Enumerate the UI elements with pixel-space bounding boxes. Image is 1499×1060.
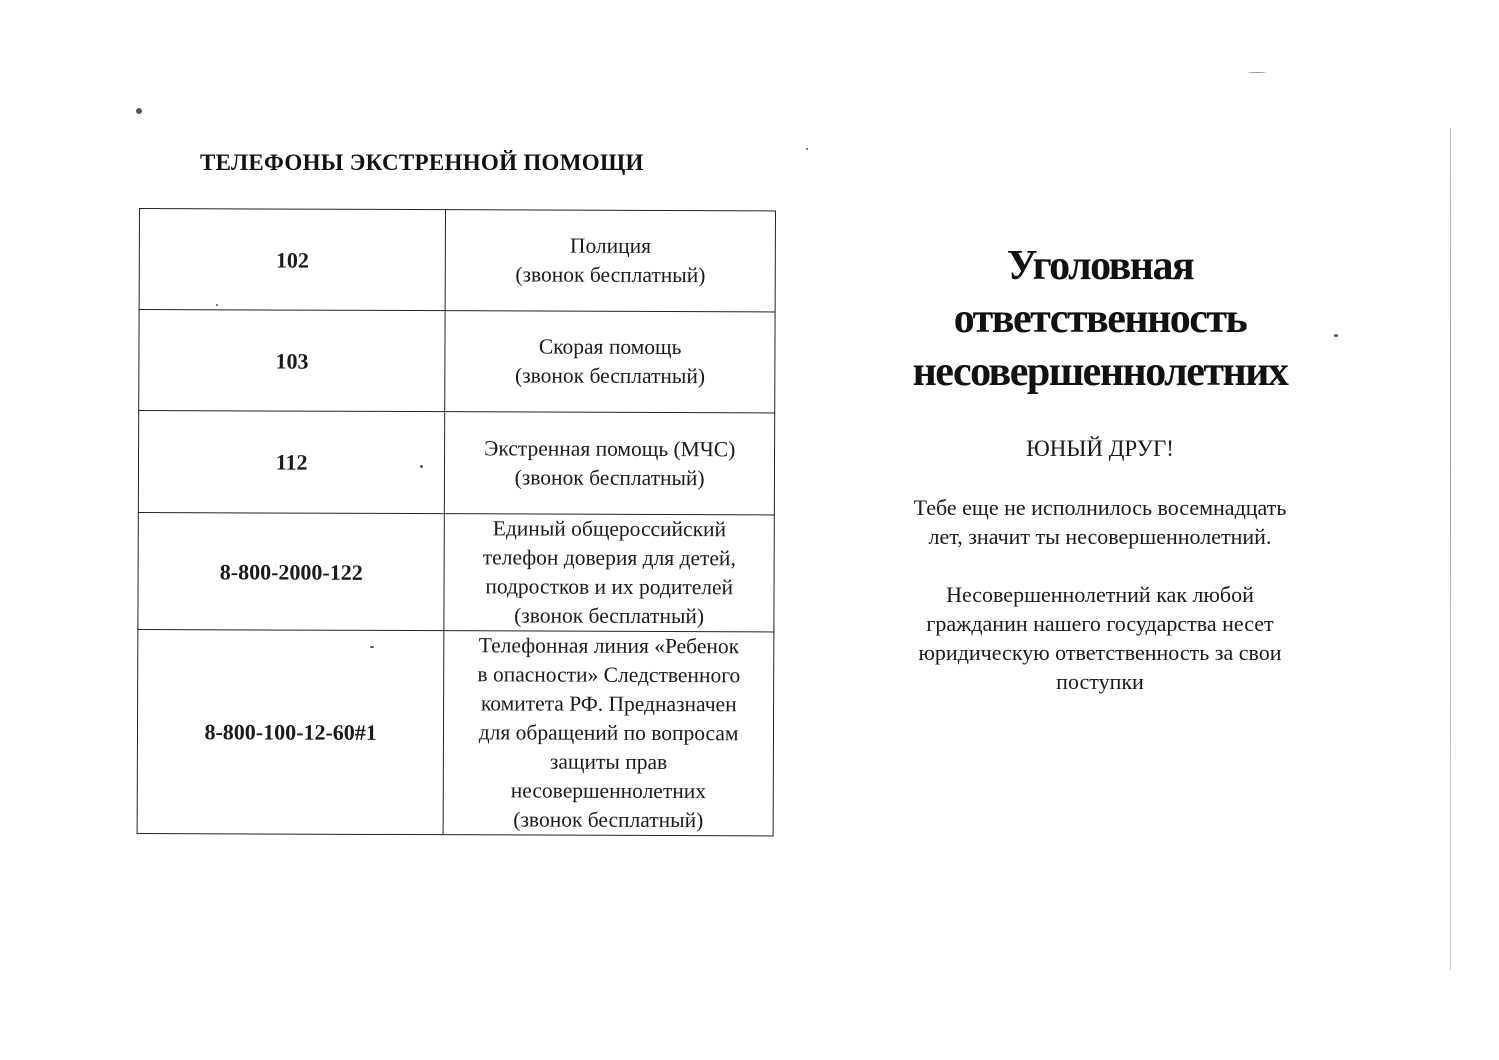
emergency-phones-table — [137, 208, 776, 836]
description-line: (звонок бесплатный) — [513, 807, 704, 833]
phone-number: 103 — [139, 310, 446, 412]
description-line: (звонок бесплатный) — [515, 262, 706, 288]
scan-speck — [806, 148, 808, 150]
scan-speck — [1334, 334, 1338, 337]
paragraph-line: Несовершеннолетний как любой — [946, 582, 1254, 607]
heading-line: Уголовная — [1006, 243, 1194, 289]
paragraph-line: поступки — [1056, 669, 1144, 694]
emergency-phones-title: ТЕЛЕФОНЫ ЭКСТРЕННОЙ ПОМОЩИ — [200, 150, 644, 175]
responsibility-paragraph — [870, 580, 1330, 696]
page-fold-line — [1450, 128, 1451, 970]
description-line: несовершеннолетних — [510, 778, 707, 804]
table-row — [137, 629, 774, 835]
description-line: Экстренная помощь (МЧС) — [484, 435, 736, 461]
table-row — [138, 411, 774, 515]
description-line: Полиция — [569, 233, 652, 258]
description-line: (звонок бесплатный) — [514, 603, 705, 629]
heading-line: ответственность — [953, 296, 1247, 342]
description-line: защиты прав — [549, 749, 668, 775]
description-line: (звонок бесплатный) — [514, 464, 705, 490]
cover-heading — [870, 240, 1330, 399]
description-line: Единый общероссийский — [492, 516, 727, 542]
heading-line: несовершеннолетних — [912, 349, 1288, 395]
paragraph-line: гражданин нашего государства несет — [926, 611, 1274, 636]
table-row — [139, 310, 775, 413]
cover-panel — [870, 240, 1330, 696]
description-line: Скорая помощь — [538, 334, 682, 360]
description-line: Телефонная линия «Ребенок — [478, 633, 740, 659]
description-line: для обращений по вопросам — [478, 720, 739, 746]
intro-paragraph — [870, 493, 1330, 551]
phone-description — [443, 631, 773, 836]
scan-speck — [136, 108, 142, 114]
description-line: (звонок бесплатный) — [514, 363, 706, 389]
table-row — [138, 512, 774, 631]
phone-description — [445, 311, 775, 413]
phone-number: 8-800-2000-122 — [138, 512, 445, 630]
phone-number: 112 — [138, 411, 445, 514]
description-line: телефон доверия для детей, — [482, 545, 736, 571]
description-line: подростков и их родителей — [485, 574, 734, 600]
description-line: в опасности» Следственного — [477, 662, 741, 688]
phone-number: 8-800-100-12-60#1 — [137, 629, 444, 834]
table-row — [139, 209, 775, 312]
phone-number: 102 — [139, 209, 446, 311]
paragraph-line: Тебе еще не исполнилось восемнадцать — [913, 495, 1287, 520]
scan-speck — [1248, 72, 1266, 73]
phone-description — [445, 210, 775, 312]
paragraph-line: юридическую ответственность за свои — [918, 640, 1282, 665]
phone-description — [445, 412, 775, 515]
greeting: ЮНЫЙ ДРУГ! — [1026, 436, 1174, 461]
description-line: комитета РФ. Предназначен — [480, 691, 737, 717]
phone-description — [444, 514, 774, 632]
paragraph-line: лет, значит ты несовершеннолетний. — [928, 524, 1272, 549]
